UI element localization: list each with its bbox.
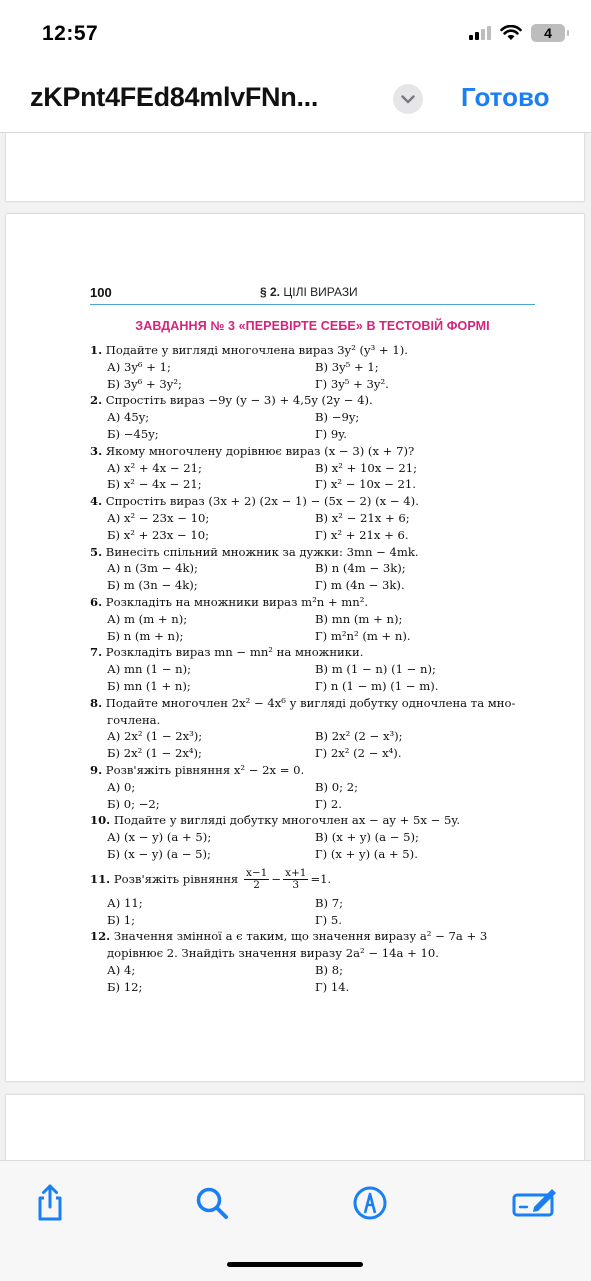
answer-option: А) m (m + n); — [107, 611, 188, 626]
answer-option: В) 3y⁵ + 1; — [315, 359, 379, 374]
wifi-icon — [500, 25, 522, 41]
nav-bar — [0, 70, 591, 133]
answer-options — [90, 895, 540, 929]
home-indicator — [227, 1262, 363, 1267]
status-bar — [0, 0, 591, 70]
answer-option: А) n (3m − 4k); — [107, 561, 198, 576]
share-button[interactable] — [30, 1183, 70, 1223]
document-title[interactable]: zKPnt4FEd84mlvFNn... — [30, 82, 319, 112]
answer-option: А) 4; — [107, 962, 136, 977]
answer-option: В) −9y; — [315, 410, 360, 425]
fraction: $\frac{x+1}{3}$ — [285, 867, 307, 892]
answer-option: А) 0; — [107, 779, 136, 794]
problem-text: Розв'яжіть рівняння — [113, 872, 239, 887]
problem — [90, 865, 540, 929]
title-menu-button[interactable] — [393, 84, 423, 114]
previous-page — [6, 133, 584, 201]
answer-option: Б) 1; — [107, 912, 136, 927]
problem-text: Подайте многочлен 2x² − 4x⁶ у вигляді добутку одночлена та мно- — [105, 695, 516, 710]
answer-option: В) m (1 − n) (1 − n); — [315, 662, 436, 677]
answer-option: А) x² + 4x − 21; — [107, 460, 202, 475]
problem-text: Подайте у вигляді многочлена вираз 3y² (y³ + 1). — [105, 343, 408, 357]
answer-options — [90, 611, 540, 645]
answer-option: Г) 2. — [315, 796, 342, 811]
share-icon — [30, 1183, 70, 1223]
answer-option: А) mn (1 − n); — [107, 662, 192, 677]
problem: 1. Подайте у вигляді многочлена вираз 3y² (y³ + 1). А) 3y⁶ + 1; В) 3y⁵ + 1; Б) 3y⁶ + 3y²; Г) 3y⁵ + 3y². — [90, 342, 540, 392]
answer-options — [90, 510, 540, 544]
answer-option: Б) x² − 4x − 21; — [107, 477, 202, 492]
answer-option: Г) 14. — [315, 979, 350, 994]
answer-option: Г) m²n² (m + n). — [315, 628, 411, 643]
problem-text: Винесіть спільний множник за дужки: 3mn − 4mk. — [105, 544, 419, 559]
answer-options — [90, 409, 540, 443]
answer-option: Б) mn (1 + n); — [107, 678, 191, 693]
answer-option: Г) x² + 21x + 6. — [315, 527, 409, 542]
answer-option: Б) 2x² (1 − 2x⁴); — [107, 746, 202, 761]
answer-options — [90, 962, 540, 996]
section-name: ЦІЛІ ВИРАЗИ — [283, 285, 358, 299]
status-icons — [469, 24, 565, 42]
minus-sign: − — [271, 872, 282, 887]
answer-options — [90, 359, 540, 393]
answer-option: Б) x² + 23x − 10; — [107, 527, 210, 542]
answer-options — [90, 661, 540, 695]
answer-option: А) 45y; — [107, 410, 150, 425]
current-page — [6, 214, 584, 1081]
problem-text-continued: гочлена. — [107, 712, 161, 727]
answer-options — [90, 560, 540, 594]
answer-options — [90, 779, 540, 813]
answer-option: Г) x² − 10x − 21. — [315, 477, 416, 492]
answer-option: В) n (4m − 3k); — [315, 561, 406, 576]
problem-text: Подайте у вигляді добутку многочлен ax − ay + 5x − 5y. — [113, 813, 461, 828]
annotate-icon — [512, 1183, 558, 1223]
problem: 10. Подайте у вигляді добутку многочлен ax − ay + 5x − 5y. А) (x − y) (a + 5); В) (x + y) (a − 5); Б) (x − y) (a − 5); Г) (x + y) (a + 5). — [90, 812, 540, 862]
problem: 6. Розкладіть на множники вираз m²n + mn². А) m (m + n); В) mn (m + n); Б) n (m + n); Г) m²n² (m + n). — [90, 594, 540, 644]
answer-option: Г) 3y⁵ + 3y². — [315, 376, 389, 391]
annotate-button[interactable] — [512, 1183, 558, 1223]
answer-option: В) mn (m + n); — [315, 611, 403, 626]
answer-option: Б) n (m + n); — [107, 628, 184, 643]
answer-option: В) 0; 2; — [315, 779, 358, 794]
status-time: 12:57 — [42, 22, 99, 45]
problem-text: Спростіть вираз (3x + 2) (2x − 1) − (5x − 2) (x − 4). — [105, 494, 419, 509]
problem: 3. Якому многочлену дорівнює вираз (x − 3) (x + 7)? А) x² + 4x − 21; В) x² + 10x − 21; Б) x² − 4x − 21; Г) x² − 10x − 21. — [90, 443, 540, 493]
chevron-down-icon — [401, 95, 415, 104]
done-button[interactable]: Готово — [461, 82, 550, 112]
problem-text: Спростіть вираз −9y (y − 3) + 4,5y (2y − 4). — [105, 393, 373, 408]
answer-option: А) 2x² (1 − 2x³); — [107, 729, 203, 744]
fraction: $\frac{x-1}{2}$ — [245, 867, 268, 892]
search-icon — [192, 1183, 232, 1223]
markup-button[interactable] — [350, 1183, 390, 1223]
problem: 8. Подайте многочлен 2x² − 4x⁶ у вигляді добутку одночлена та мно- гочлена. А) 2x² (1 − 2x³); В) 2x² (2 − x³); Б) 2x² (1 − 2x⁴); Г) 2x² (2 − x⁴). — [90, 695, 540, 762]
answer-option: Г) m (4n − 3k). — [315, 578, 405, 593]
next-page — [6, 1095, 584, 1160]
document-viewer[interactable] — [0, 133, 591, 1160]
answer-option: Г) n (1 − m) (1 − m). — [315, 678, 439, 693]
answer-option: В) (x + y) (a − 5); — [315, 830, 419, 845]
assignment-title: ЗАВДАННЯ № 3 «ПЕРЕВІРТЕ СЕБЕ» В ТЕСТОВІЙ ФОРМІ — [135, 319, 490, 333]
answer-option: А) (x − y) (a + 5); — [107, 830, 212, 845]
problem-text: Якому многочлену дорівнює вираз (x − 3) (x + 7)? — [105, 443, 415, 458]
answer-options — [90, 728, 540, 762]
search-button[interactable] — [192, 1183, 232, 1223]
problem-text-continued: дорівнює 2. Знайдіть значення виразу 2a² − 14a + 10. — [107, 946, 439, 961]
battery-indicator: 4 — [531, 24, 565, 42]
problem: 4. Спростіть вираз (3x + 2) (2x − 1) − (5x − 2) (x − 4). А) x² − 23x − 10; В) x² − 21x + 6; Б) x² + 23x − 10; Г) x² + 21x + 6. — [90, 493, 540, 543]
answer-option: Б) (x − y) (a − 5); — [107, 846, 211, 861]
answer-option: В) 8; — [315, 962, 344, 977]
answer-option: В) 7; — [315, 895, 344, 910]
answer-options — [90, 829, 540, 863]
cellular-signal-icon — [469, 26, 491, 40]
problem-text: Розкладіть вираз mn − mn² на множники. — [105, 645, 364, 660]
equation-line: 11. Розв'яжіть рівняння $\frac{x-1}{2}$ − $\frac{x+1}{3}$ =1. — [90, 867, 332, 892]
answer-option: Г) 9y. — [315, 426, 347, 441]
answer-option: Г) 2x² (2 − x⁴). — [315, 746, 402, 761]
answer-option: А) x² − 23x − 10; — [107, 510, 210, 525]
answer-option: Г) (x + y) (a + 5). — [315, 846, 418, 861]
answer-option: Б) 3y⁶ + 3y²; — [107, 376, 182, 391]
answer-option: Г) 5. — [315, 912, 342, 927]
answer-option: А) 3y⁶ + 1; — [107, 359, 171, 374]
running-head — [90, 284, 535, 305]
answer-option: В) 2x² (2 − x³); — [315, 729, 403, 744]
answer-option: А) 11; — [107, 895, 143, 910]
problem: 7. Розкладіть вираз mn − mn² на множники. А) mn (1 − n); В) m (1 − n) (1 − n); Б) mn (1 + n); Г) n (1 − m) (1 − m). — [90, 644, 540, 694]
problem: 9. Розв'яжіть рівняння x² − 2x = 0. А) 0; В) 0; 2; Б) 0; −2; Г) 2. — [90, 762, 540, 812]
answer-option: В) x² + 10x − 21; — [315, 460, 418, 475]
answer-option: В) x² − 21x + 6; — [315, 510, 410, 525]
answer-option: Б) 12; — [107, 979, 143, 994]
problem: 5. Винесіть спільний множник за дужки: 3mn − 4mk. А) n (3m − 4k); В) n (4m − 3k); Б) m (3n − 4k); Г) m (4n − 3k). — [90, 544, 540, 594]
answer-option: Б) m (3n − 4k); — [107, 578, 198, 593]
problem: 2. Спростіть вираз −9y (y − 3) + 4,5y (2y − 4). А) 45y; В) −9y; Б) −45y; Г) 9y. — [90, 392, 540, 442]
problem-list — [90, 342, 540, 995]
page-number: 100 — [90, 285, 112, 300]
problem-text: Розкладіть на множники вираз m²n + mn². — [105, 594, 369, 609]
problem-text: Значення змінної a є таким, що значення виразу a² − 7a + 3 — [113, 929, 488, 944]
section-heading — [260, 285, 358, 299]
equation-rhs: =1. — [310, 872, 332, 887]
markup-pen-icon — [350, 1183, 390, 1223]
answer-options — [90, 460, 540, 494]
problem: 12. Значення змінної a є таким, що значення виразу a² − 7a + 3 дорівнює 2. Знайдіть значення виразу 2a² − 14a + 10. А) 4; В) 8; Б) 12; Г) 14. — [90, 928, 540, 995]
problem-text: Розв'яжіть рівняння x² − 2x = 0. — [105, 762, 305, 777]
answer-option: Б) −45y; — [107, 426, 159, 441]
answer-option: Б) 0; −2; — [107, 796, 160, 811]
section-number: § 2. — [260, 285, 281, 299]
